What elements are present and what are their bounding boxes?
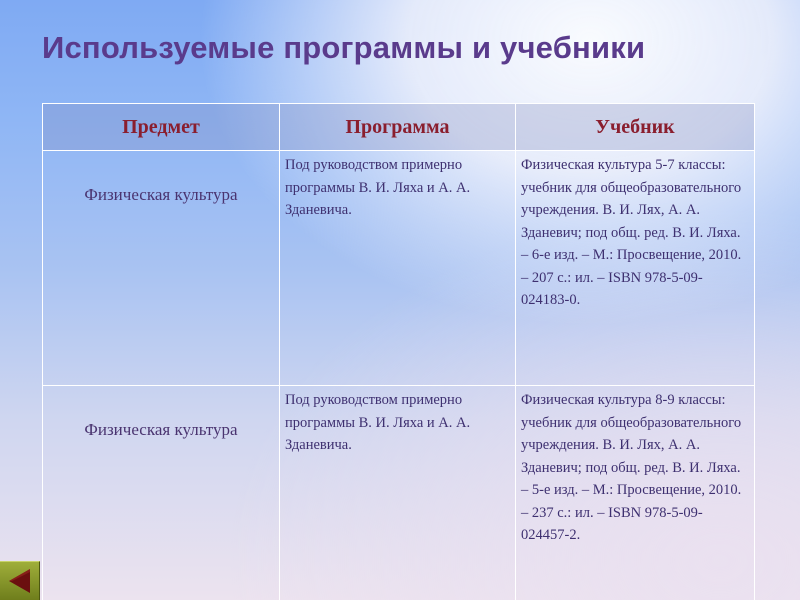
- back-button[interactable]: [0, 561, 40, 600]
- header-textbook: Учебник: [516, 104, 755, 151]
- triangle-left-icon: [0, 562, 39, 600]
- header-row: [43, 104, 755, 151]
- table-row: [43, 151, 755, 386]
- program-cell: Под руководством примерно программы В. И. Ляха и А. А. Зданевича.: [280, 151, 516, 386]
- header-program: Программа: [280, 104, 516, 151]
- program-cell: Под руководством примерно программы В. И. Ляха и А. А. Зданевича.: [280, 386, 516, 600]
- table-header: [43, 104, 755, 151]
- table-row: [43, 386, 755, 600]
- textbook-cell: Физическая культура 5-7 классы: учебник для общеобразовательного учреждения. В. И. Лях, А. А. Зданевич; под общ. ред. В. И. Ляха. – 6-е изд. – М.: Просвещение, 2010. – 207 с.: ил. – ISBN 978-5-09-024183-0.: [516, 151, 755, 386]
- slide-title: Используемые программы и учебники: [42, 30, 646, 65]
- subject-cell: Физическая культура: [43, 386, 280, 600]
- header-subject: Предмет: [43, 104, 280, 151]
- textbook-cell: Физическая культура 8-9 классы: учебник для общеобразовательного учреждения. В. И. Лях, А. А. Зданевич; под общ. ред. В. И. Ляха. – 5-е изд. – М.: Просвещение, 2010. – 237 с.: ил. – ISBN 978-5-09-024457-2.: [516, 386, 755, 600]
- programs-table: [42, 103, 755, 600]
- subject-cell: Физическая культура: [43, 151, 280, 386]
